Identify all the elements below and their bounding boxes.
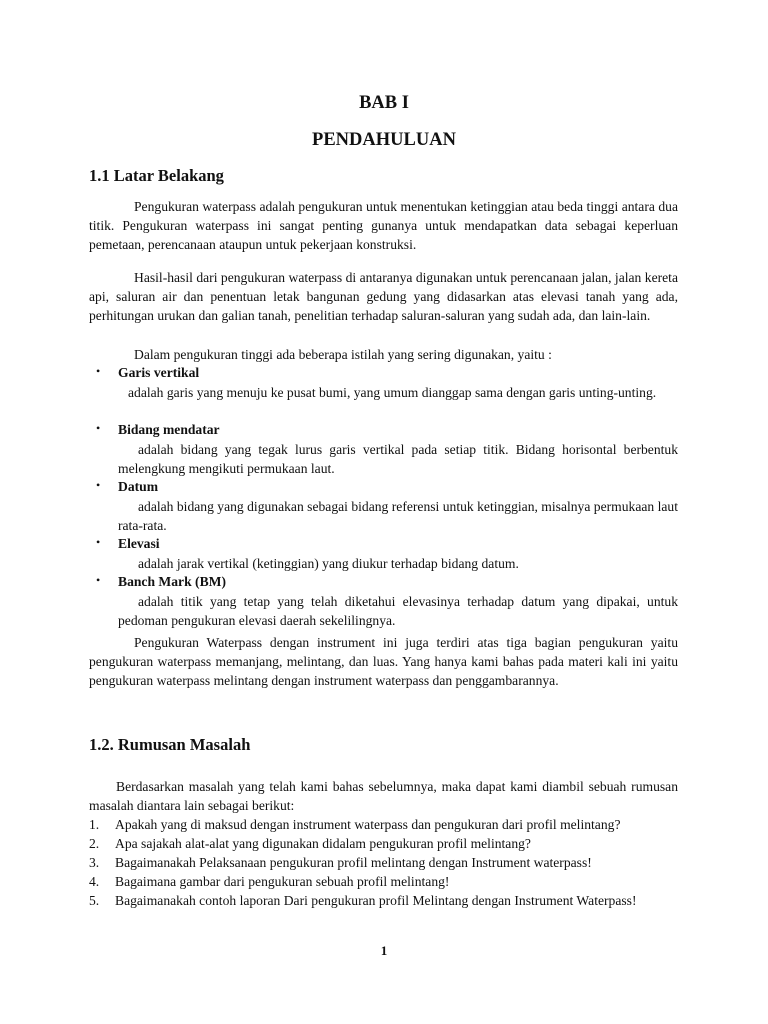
bullet-icon: • xyxy=(96,535,101,549)
numbered-item xyxy=(89,853,678,872)
term-title: Elevasi xyxy=(118,536,160,551)
numbered-item xyxy=(89,872,678,891)
bullet-icon: • xyxy=(96,364,101,378)
item-number: 3. xyxy=(89,855,100,870)
section-heading-rumusan-masalah: 1.2. Rumusan Masalah xyxy=(89,735,251,754)
numbered-item xyxy=(89,891,678,910)
bullet-icon: • xyxy=(96,573,101,587)
numbered-item xyxy=(89,815,678,834)
section-heading-latar-belakang: 1.1 Latar Belakang xyxy=(89,166,224,185)
bullet-icon: • xyxy=(96,421,101,435)
page-number: 1 xyxy=(380,943,388,958)
term-title: Garis vertikal xyxy=(118,365,200,380)
item-text: Bagaimanakah contoh laporan Dari pengukuran profil Melintang dengan Instrument Waterpass! xyxy=(115,893,637,908)
paragraph-2: Hasil-hasil dari pengukuran waterpass di antaranya digunakan untuk perencanaan jalan, jalan kereta api, saluran air dan penentuan letak bangunan gedung yang didasarkan atas elevasi tanah yang ada, perhitungan urukan dan galian tanah, penelitian terhadap saluran-saluran yang sudah ada, dan lain-lain. xyxy=(89,270,678,323)
term-description: adalah garis yang menuju ke pusat bumi, yang umum dianggap sama dengan garis unting-unting. xyxy=(128,385,657,400)
term-title: Banch Mark (BM) xyxy=(118,574,226,589)
item-text: Bagaimanakah Pelaksanaan pengukuran profil melintang dengan Instrument waterpass! xyxy=(115,855,592,870)
item-number: 5. xyxy=(89,893,100,908)
item-number: 2. xyxy=(89,836,100,851)
paragraph-3: Dalam pengukuran tinggi ada beberapa istilah yang sering digunakan, yaitu : xyxy=(134,347,552,362)
item-text: Bagaimana gambar dari pengukuran sebuah profil melintang! xyxy=(115,874,450,889)
paragraph-1: Pengukuran waterpass adalah pengukuran untuk menentukan ketinggian atau beda tinggi antara dua titik. Pengukuran waterpass ini sangat penting gunanya untuk mendapatkan data sebagai keperluan pemetaan, perencanaan ataupun untuk pekerjaan konstruksi. xyxy=(89,199,678,252)
chapter-number: BAB I xyxy=(359,93,409,113)
item-text: Apa sajakah alat-alat yang digunakan didalam pengukuran profil melintang? xyxy=(115,836,531,851)
term-description: adalah bidang yang tegak lurus garis vertikal pada setiap titik. Bidang horisontal berbentuk melengkung mengikuti permukaan laut. xyxy=(118,442,678,476)
chapter-title: PENDAHULUAN xyxy=(312,130,456,150)
term-title: Bidang mendatar xyxy=(118,422,220,437)
section2-intro: Berdasarkan masalah yang telah kami bahas sebelumnya, maka dapat kami diambil sebuah rumusan masalah diantara lain sebagai berikut: xyxy=(89,779,678,813)
term-description: adalah bidang yang digunakan sebagai bidang referensi untuk ketinggian, misalnya permukaan laut rata-rata. xyxy=(118,499,678,533)
item-number: 4. xyxy=(89,874,100,889)
item-text: Apakah yang di maksud dengan instrument waterpass dan pengukuran dari profil melintang? xyxy=(115,817,621,832)
numbered-item xyxy=(89,834,678,853)
paragraph-4: Pengukuran Waterpass dengan instrument ini juga terdiri atas tiga bagian pengukuran yaitu pengukuran waterpass memanjang, melintang, dan luas. Yang hanya kami bahas pada materi kali ini yaitu pengukuran waterpass melintang dengan instrument waterpass dan penggambarannya. xyxy=(89,635,678,688)
term-title: Datum xyxy=(118,479,159,494)
term-description: adalah jarak vertikal (ketinggian) yang diukur terhadap bidang datum. xyxy=(138,556,519,571)
bullet-icon: • xyxy=(96,478,101,492)
term-description: adalah titik yang tetap yang telah diketahui elevasinya terhadap datum yang dipakai, untuk pedoman pengukuran elevasi daerah sekelilingnya. xyxy=(118,594,678,628)
item-number: 1. xyxy=(89,817,100,832)
